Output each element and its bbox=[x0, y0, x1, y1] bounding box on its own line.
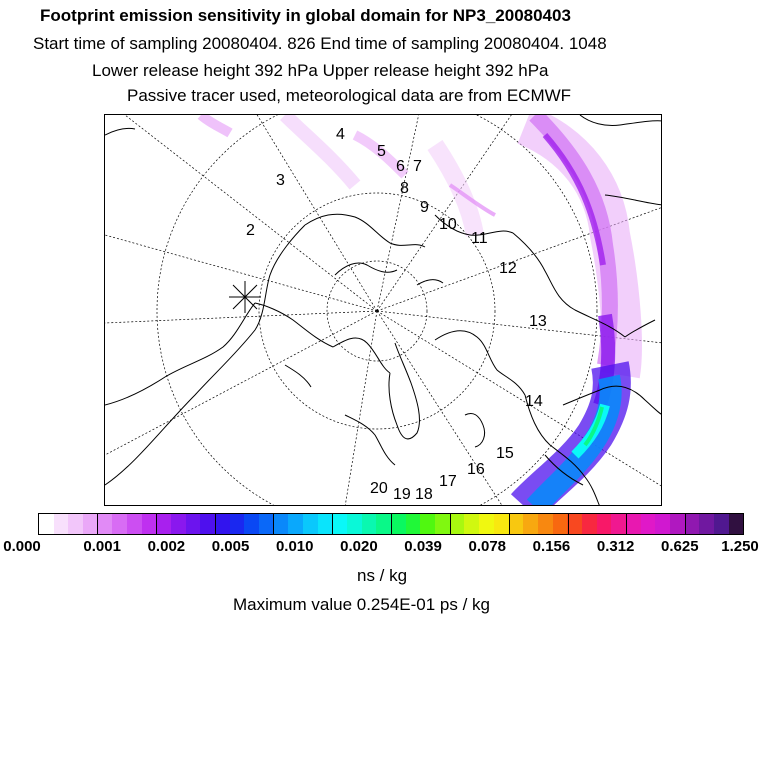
colorbar-segment bbox=[538, 514, 553, 534]
track-label: 7 bbox=[413, 158, 422, 175]
track-label: 19 bbox=[393, 486, 411, 503]
colorbar-tick-label: 0.078 bbox=[468, 538, 507, 555]
track-label: 17 bbox=[439, 473, 457, 490]
track-label: 16 bbox=[467, 461, 485, 478]
colorbar-segment bbox=[376, 514, 391, 534]
map-canvas bbox=[105, 115, 662, 506]
colorbar-divider bbox=[450, 513, 451, 535]
colorbar-segment bbox=[318, 514, 333, 534]
track-label: 18 bbox=[415, 486, 433, 503]
colorbar-tick-label: 0.625 bbox=[661, 538, 699, 555]
sampling-time-line: Start time of sampling 20080404. 826 End time of sampling 20080404. 1048 bbox=[33, 34, 607, 53]
colorbar-segment bbox=[39, 514, 54, 534]
track-label: 4 bbox=[336, 126, 345, 143]
track-label: 13 bbox=[529, 313, 547, 330]
colorbar-segment bbox=[714, 514, 729, 534]
colorbar-divider bbox=[215, 513, 216, 535]
release-height-line: Lower release height 392 hPa Upper release height 392 hPa bbox=[92, 61, 549, 80]
colorbar-segment bbox=[597, 514, 612, 534]
figure-title: Footprint emission sensitivity in global domain for NP3_20080403 bbox=[40, 6, 571, 25]
colorbar-tick-label: 0.312 bbox=[596, 538, 635, 555]
colorbar-segment bbox=[641, 514, 656, 534]
colorbar-segment bbox=[420, 514, 435, 534]
colorbar-segment bbox=[68, 514, 83, 534]
colorbar-segment bbox=[347, 514, 362, 534]
track-label: 8 bbox=[400, 180, 409, 197]
colorbar-segment bbox=[699, 514, 714, 534]
colorbar-segment bbox=[112, 514, 127, 534]
track-label: 6 bbox=[396, 158, 405, 175]
track-label: 5 bbox=[377, 143, 386, 160]
colorbar-divider bbox=[391, 513, 392, 535]
colorbar-divider bbox=[332, 513, 333, 535]
colorbar-segment bbox=[479, 514, 494, 534]
colorbar-divider bbox=[273, 513, 274, 535]
colorbar-tick-label: 0.039 bbox=[404, 538, 442, 555]
colorbar-segment bbox=[171, 514, 186, 534]
colorbar-tick-label: 0.020 bbox=[340, 538, 378, 555]
colorbar-segment bbox=[494, 514, 509, 534]
colorbar-segment bbox=[98, 514, 113, 534]
tracer-info-line: Passive tracer used, meteorological data are from ECMWF bbox=[127, 86, 572, 105]
colorbar-tick-label: 0.005 bbox=[211, 538, 250, 555]
colorbar-tick-label: 0.010 bbox=[275, 538, 314, 555]
colorbar-segment bbox=[464, 514, 479, 534]
colorbar-segment bbox=[655, 514, 670, 534]
colorbar-segment bbox=[523, 514, 538, 534]
colorbar-segment bbox=[450, 514, 465, 534]
colorbar-segment bbox=[274, 514, 289, 534]
track-label: 14 bbox=[525, 393, 543, 410]
colorbar-divider bbox=[685, 513, 686, 535]
colorbar-divider bbox=[626, 513, 627, 535]
colorbar-segment bbox=[142, 514, 157, 534]
track-label: 2 bbox=[246, 222, 255, 239]
colorbar-tick-label: 0.000 bbox=[3, 538, 41, 555]
track-label: 3 bbox=[276, 172, 285, 189]
colorbar-divider bbox=[156, 513, 157, 535]
colorbar-segment bbox=[729, 514, 744, 534]
colorbar-divider bbox=[509, 513, 510, 535]
colorbar-segment bbox=[259, 514, 274, 534]
release-location-star bbox=[229, 281, 261, 313]
track-label: 11 bbox=[471, 230, 488, 247]
colorbar-tick-label: 1.250 bbox=[721, 538, 759, 555]
units-label: ns / kg bbox=[357, 566, 408, 585]
colorbar-segment bbox=[156, 514, 171, 534]
colorbar-segment bbox=[362, 514, 377, 534]
track-label: 10 bbox=[439, 216, 457, 233]
colorbar-segment bbox=[332, 514, 347, 534]
colorbar-segment bbox=[391, 514, 406, 534]
track-label: 12 bbox=[499, 260, 517, 277]
colorbar-segment bbox=[288, 514, 303, 534]
colorbar-segment bbox=[509, 514, 524, 534]
maximum-value-label: Maximum value 0.254E-01 ps / kg bbox=[233, 595, 491, 614]
colorbar-segment bbox=[244, 514, 259, 534]
colorbar-segment bbox=[83, 514, 98, 534]
colorbar-segment bbox=[582, 514, 597, 534]
colorbar-segment bbox=[685, 514, 700, 534]
colorbar-segment bbox=[230, 514, 245, 534]
colorbar-segment bbox=[54, 514, 69, 534]
footprint-plume bbox=[201, 115, 622, 506]
colorbar-tick-label: 0.156 bbox=[532, 538, 571, 555]
colorbar-divider bbox=[97, 513, 98, 535]
colorbar-segment bbox=[406, 514, 421, 534]
colorbar-segment bbox=[127, 514, 142, 534]
track-label: 20 bbox=[370, 480, 388, 497]
colorbar-divider bbox=[568, 513, 569, 535]
colorbar-segment bbox=[567, 514, 582, 534]
track-label: 15 bbox=[496, 445, 514, 462]
colorbar-tick-label: 0.002 bbox=[147, 538, 186, 555]
track-label: 9 bbox=[420, 199, 429, 216]
colorbar-segment bbox=[303, 514, 318, 534]
colorbar-segment bbox=[553, 514, 568, 534]
colorbar-segment bbox=[670, 514, 685, 534]
colorbar-segment bbox=[435, 514, 450, 534]
colorbar-segment bbox=[611, 514, 626, 534]
colorbar-segment bbox=[186, 514, 201, 534]
colorbar-segment bbox=[626, 514, 641, 534]
colorbar-segment bbox=[200, 514, 215, 534]
colorbar-segment bbox=[215, 514, 230, 534]
footprint-map bbox=[104, 114, 662, 506]
colorbar-tick-label: 0.001 bbox=[83, 538, 121, 555]
